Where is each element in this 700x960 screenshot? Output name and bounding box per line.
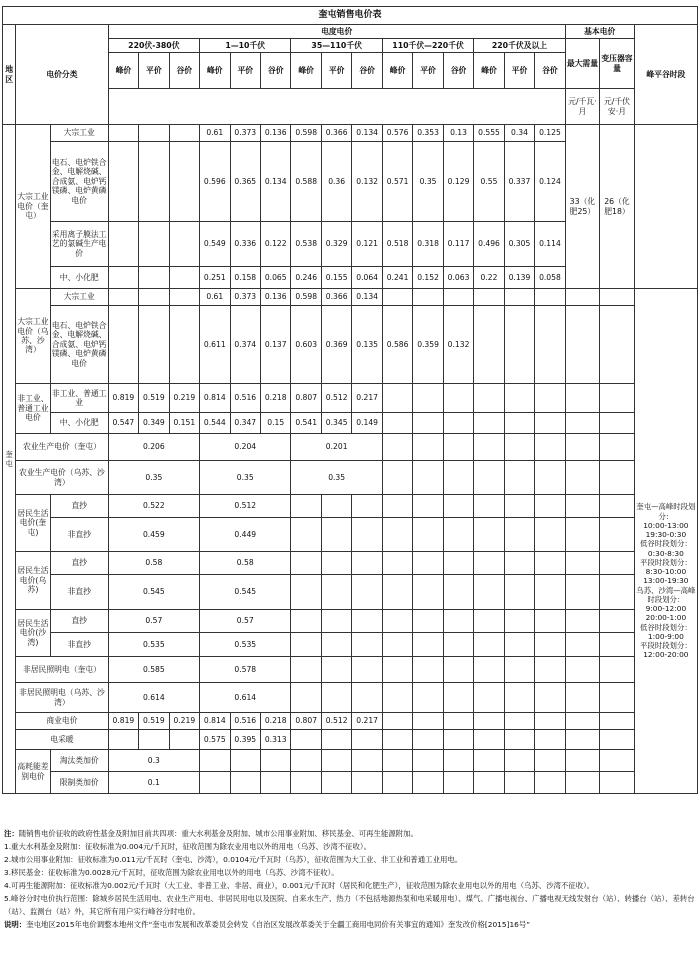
table-row: 电石、电炉铁合金、电解烧碱、合成氨、电炉钙镁磷、电炉黄磷电价 0.596 0.365 0.134 0.588 0.36 0.132 0.571 0.35 0.129 0.55 0.337 0.124 bbox=[3, 142, 698, 222]
period-time: 20:00-1:00 bbox=[645, 613, 687, 623]
table-row: 电采暖 0.575 0.395 0.313 bbox=[3, 730, 698, 750]
basic-price-header: 基本电价 bbox=[565, 25, 634, 39]
flat-header: 平价 bbox=[321, 53, 351, 89]
period-header: 峰平谷时段 bbox=[634, 25, 697, 125]
region-header: 地区 bbox=[3, 25, 16, 125]
kuitun-valley-title: 低谷时段划分： bbox=[639, 539, 692, 549]
row-type: 电石、电炉铁合金、电解烧碱、合成氨、电炉钙镁磷、电炉黄磷电价 bbox=[50, 142, 108, 222]
note-line: 1.重大水利基金及附加：征收标准为0.004元/千瓦时，征收范围为除农业用电以外的用电（乌苏、沙湾不征收）。 bbox=[4, 842, 371, 851]
group-res-wusu: 居民生活电价(乌苏) bbox=[16, 552, 51, 610]
kuitun-flat-title: 平段时段划分： bbox=[639, 557, 692, 567]
wusu-peak-title: 乌苏、沙湾—高峰时段划分： bbox=[636, 585, 696, 604]
table-row: 居民生活电价(沙湾) 直抄 0.57 0.57 bbox=[3, 610, 698, 633]
explain-line: 说明：奎屯地区2015年电价调整本地州文件“奎屯市发展和改革委员会转发《自治区发展改革委关于全疆工商用电同价有关事宜的通知》奎发改价格[2015]16号” bbox=[4, 920, 531, 929]
level-header: 220伏-380伏 bbox=[108, 39, 199, 53]
transformer-header: 变压器容量 bbox=[600, 39, 635, 89]
table-row: 非直抄 0.459 0.449 bbox=[3, 518, 698, 552]
row-type: 淘汰类加价 bbox=[50, 750, 108, 772]
row-type: 非直抄 bbox=[50, 575, 108, 610]
category-header: 电价分类 bbox=[16, 25, 108, 125]
flat-header: 平价 bbox=[413, 53, 443, 89]
table-row: 农业生产电价（奎屯） 0.206 0.204 0.201 bbox=[3, 434, 698, 461]
valley-header: 谷价 bbox=[260, 53, 290, 89]
period-time: 12:00-20:00 bbox=[643, 650, 689, 660]
row-type: 采用离子膜法工艺的氯碱生产电价 bbox=[50, 222, 108, 267]
valley-header: 谷价 bbox=[352, 53, 382, 89]
table-row: 农业生产电价（乌苏、沙湾） 0.35 0.35 0.35 bbox=[3, 461, 698, 495]
row-type: 非居民照明电（奎屯） bbox=[16, 657, 108, 683]
period-time: 1:00-9:00 bbox=[647, 631, 684, 641]
notes bbox=[4, 827, 696, 931]
row-type: 电石、电炉铁合金、电解烧碱、合成氨、电炉钙镁磷、电炉黄磷电价 bbox=[50, 306, 108, 384]
period-time: 8:30-10:00 bbox=[645, 567, 687, 577]
note-line: 4.可再生能源附加：征收标准为0.002元/千瓦时（大工业、非普工业、非居、商业），0.001元/千瓦时（居民和化肥生产），征收范围为除农业用电以外的用电（乌苏、沙湾不征收）。 bbox=[4, 881, 595, 890]
table-row: 非直抄 0.545 0.545 bbox=[3, 575, 698, 610]
row-type: 农业生产电价（奎屯） bbox=[16, 434, 108, 461]
flat-header: 平价 bbox=[139, 53, 169, 89]
table-row: 奎屯 大宗工业电价（奎屯） 大宗工业 0.61 0.373 0.136 0.598 0.366 0.134 0.576 0.353 0.13 0.555 0.34 0.125 33（化肥25） 26（化肥18） bbox=[3, 125, 698, 142]
row-type: 非直抄 bbox=[50, 633, 108, 657]
level-header: 220千伏及以上 bbox=[474, 39, 565, 53]
peak-header: 峰价 bbox=[474, 53, 504, 89]
table-row: 中、小化肥 0.251 0.158 0.065 0.246 0.155 0.064 0.241 0.152 0.063 0.22 0.139 0.058 bbox=[3, 267, 698, 289]
valley-header: 谷价 bbox=[169, 53, 199, 89]
row-type: 直抄 bbox=[50, 610, 108, 633]
level-header: 1—10千伏 bbox=[200, 39, 291, 53]
valley-header: 谷价 bbox=[535, 53, 565, 89]
table-row: 高耗能差别电价 淘汰类加价 0.3 bbox=[3, 750, 698, 772]
level-header: 110千伏—220千伏 bbox=[382, 39, 473, 53]
level-header: 35—110千伏 bbox=[291, 39, 382, 53]
period-time: 19:30-0:30 bbox=[645, 530, 687, 540]
peak-header: 峰价 bbox=[382, 53, 412, 89]
row-type: 大宗工业 bbox=[50, 289, 108, 306]
row-type: 农业生产电价（乌苏、沙湾） bbox=[16, 461, 108, 495]
table-row: 限制类加价 0.1 bbox=[3, 772, 698, 794]
tariff-table bbox=[2, 6, 698, 794]
note-line: 5.峰谷分时电价执行范围：除城乡居民生活用电、农业生产用电、非居民用电以及医院、自来水生产、热力（不包括地源热泵和电采暖用电）、煤气、广播电视台、广播电视无线发射台（站）、转播台（站）、差转台（站）、监测台（站）外，其它所有用户实行峰谷分时电价。 bbox=[4, 894, 695, 916]
table-row: 非工业、普通工业电价 非工业、普通工业 0.819 0.519 0.219 0.814 0.516 0.218 0.807 0.512 0.217 bbox=[3, 384, 698, 413]
table-row: 大宗工业电价（乌苏、沙湾） 大宗工业 0.61 0.373 0.136 0.598 0.366 0.134 奎屯—高峰时段划分： 10:00-13:00 19:30-0:30 低谷时段划分： 0:30-8:30 平段时段划分： 8:30-10:00 13:00-19:30 乌苏、沙湾—高峰时段划分： 9:00-12:00 20:00-1:00 低谷时段划分： 1:00-9:00 平段时段划分： 12:00-20:00 bbox=[3, 289, 698, 306]
row-type: 中、小化肥 bbox=[50, 413, 108, 434]
kuitun-peak-title: 奎屯—高峰时段划分： bbox=[636, 502, 696, 521]
row-type: 中、小化肥 bbox=[50, 267, 108, 289]
note-line: 注：随销售电价征收的政府性基金及附加目前共四项：重大水利基金及附加、城市公用事业附加、移民基金、可再生能源附加。 bbox=[4, 829, 418, 838]
table-row: 居民生活电价(乌苏) 直抄 0.58 0.58 bbox=[3, 552, 698, 575]
peak-valley-periods bbox=[634, 289, 697, 794]
table-title: 奎屯销售电价表 bbox=[3, 7, 698, 25]
valley-header: 谷价 bbox=[443, 53, 473, 89]
group-res-shawan: 居民生活电价(沙湾) bbox=[16, 610, 51, 657]
voltage-price-header: 电度电价 bbox=[108, 25, 565, 39]
row-type: 限制类加价 bbox=[50, 772, 108, 794]
row-type: 非居民照明电（乌苏、沙湾） bbox=[16, 683, 108, 713]
note-line: 2.城市公用事业附加：征收标准为0.011元/千瓦时（奎屯、沙湾），0.0104元/千瓦时（乌苏），征收范围为大工业、非工业和普通工业用电。 bbox=[4, 855, 463, 864]
peak-header: 峰价 bbox=[200, 53, 230, 89]
period-time: 9:00-12:00 bbox=[645, 604, 687, 614]
wusu-flat-title: 平段时段划分： bbox=[639, 641, 692, 651]
table-row: 中、小化肥 0.547 0.349 0.151 0.544 0.347 0.15 0.541 0.345 0.149 bbox=[3, 413, 698, 434]
transformer-unit: 元/千伏安·月 bbox=[600, 89, 635, 125]
wusu-valley-title: 低谷时段划分： bbox=[639, 622, 692, 632]
table-row: 非直抄 0.535 0.535 bbox=[3, 633, 698, 657]
table-row: 非居民照明电（奎屯） 0.585 0.578 bbox=[3, 657, 698, 683]
max-demand-value: 33（化肥25） bbox=[565, 125, 600, 289]
transformer-value: 26（化肥18） bbox=[600, 125, 635, 289]
period-time: 13:00-19:30 bbox=[643, 576, 689, 586]
group-res-kuitun: 居民生活电价(奎屯) bbox=[16, 495, 51, 552]
row-type: 商业电价 bbox=[16, 713, 108, 730]
group-bulk-kuitun: 大宗工业电价（奎屯） bbox=[16, 125, 51, 289]
row-type: 电采暖 bbox=[16, 730, 108, 750]
table-row: 非居民照明电（乌苏、沙湾） 0.614 0.614 bbox=[3, 683, 698, 713]
max-demand-unit: 元/千瓦·月 bbox=[565, 89, 600, 125]
group-bulk-wusu: 大宗工业电价（乌苏、沙湾） bbox=[16, 289, 51, 384]
table-row: 采用离子膜法工艺的氯碱生产电价 0.549 0.336 0.122 0.538 0.329 0.121 0.518 0.318 0.117 0.496 0.305 0.114 bbox=[3, 222, 698, 267]
period-time: 10:00-13:00 bbox=[643, 520, 689, 530]
region-cell: 奎屯 bbox=[3, 125, 16, 794]
group-high-energy: 高耗能差别电价 bbox=[16, 750, 51, 794]
note-line: 3.移民基金：征收标准为0.0028元/千瓦时，征收范围为除农业用电以外的用电（乌苏、沙湾不征收）。 bbox=[4, 868, 339, 877]
row-type: 非工业、普通工业 bbox=[50, 384, 108, 413]
group-non-industrial: 非工业、普通工业电价 bbox=[16, 384, 51, 434]
period-time: 0:30-8:30 bbox=[647, 548, 684, 558]
table-row: 居民生活电价(奎屯) 直抄 0.522 0.512 bbox=[3, 495, 698, 518]
table-row: 电石、电炉铁合金、电解烧碱、合成氨、电炉钙镁磷、电炉黄磷电价 0.611 0.374 0.137 0.603 0.369 0.135 0.586 0.359 0.132 bbox=[3, 306, 698, 384]
max-demand-header: 最大需量 bbox=[565, 39, 600, 89]
row-type: 直抄 bbox=[50, 495, 108, 518]
row-type: 非直抄 bbox=[50, 518, 108, 552]
flat-header: 平价 bbox=[230, 53, 260, 89]
flat-header: 平价 bbox=[504, 53, 534, 89]
peak-header: 峰价 bbox=[291, 53, 321, 89]
row-type: 大宗工业 bbox=[50, 125, 108, 142]
peak-header: 峰价 bbox=[108, 53, 138, 89]
table-row: 商业电价 0.819 0.519 0.219 0.814 0.516 0.218 0.807 0.512 0.217 bbox=[3, 713, 698, 730]
row-type: 直抄 bbox=[50, 552, 108, 575]
